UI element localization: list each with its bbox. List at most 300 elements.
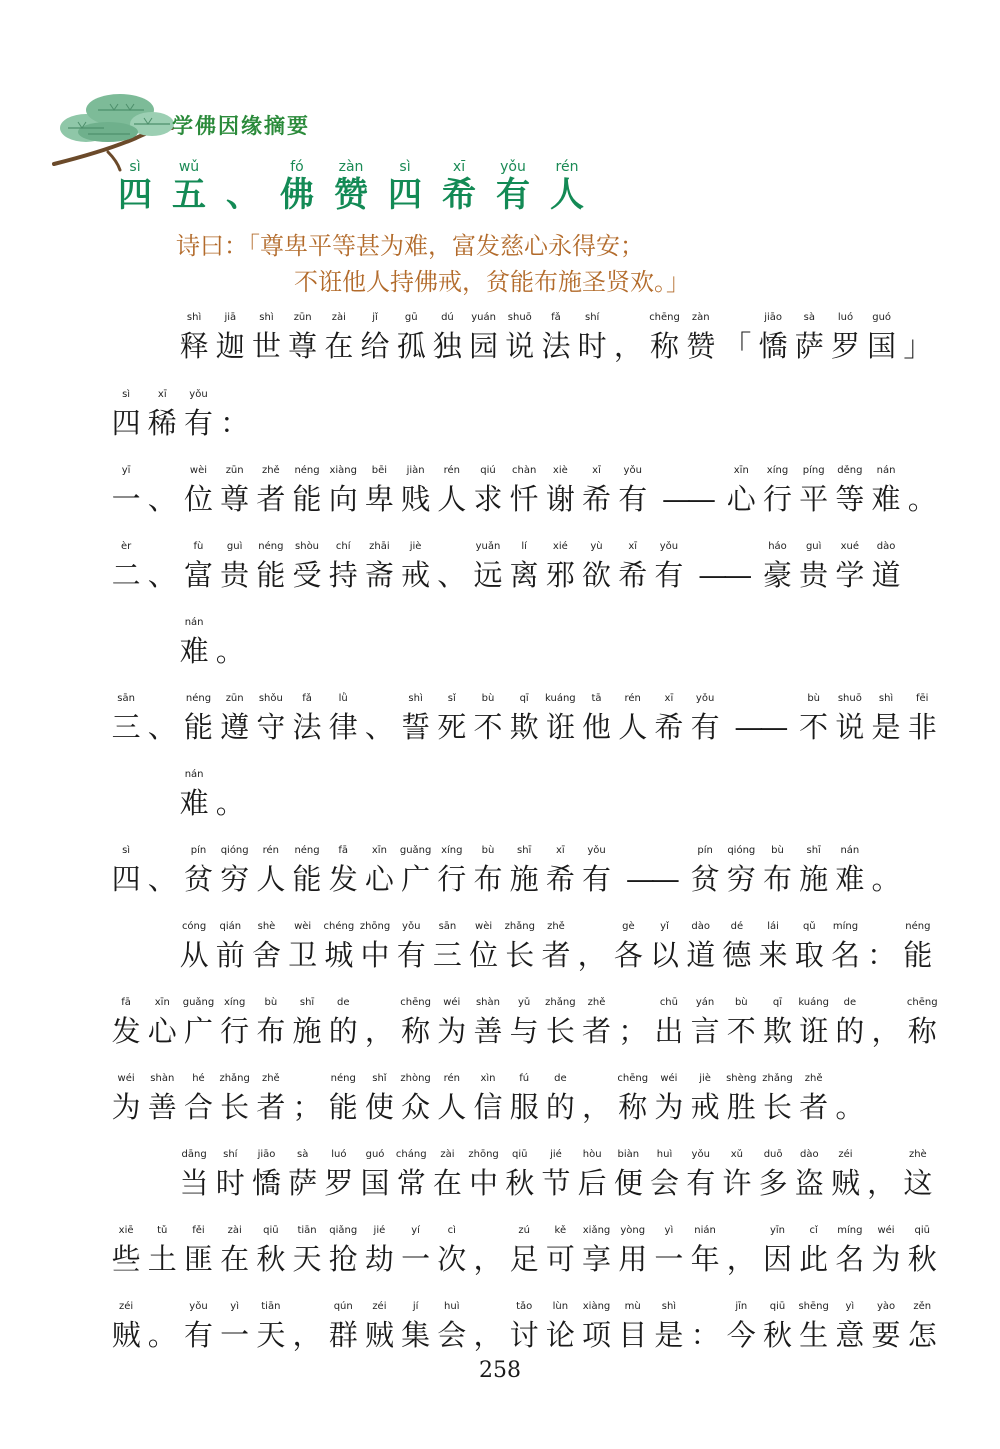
ruby-char (108, 160, 162, 215)
hanzi: 萨 (288, 1166, 318, 1200)
ruby-char (378, 160, 432, 215)
pinyin: xī (592, 465, 601, 476)
ruby-char (434, 691, 470, 748)
pinyin: nán (184, 617, 204, 628)
hanzi: 为 (871, 1242, 901, 1276)
body-line (176, 767, 248, 824)
ruby-char (900, 1147, 936, 1204)
hanzi: 」 (903, 329, 933, 363)
ruby-char (719, 310, 755, 367)
hanzi: 贼 (111, 1318, 141, 1352)
hanzi: 盗 (794, 1166, 824, 1200)
pinyin: bù (481, 845, 495, 856)
hanzi: 秋 (762, 1318, 792, 1352)
ruby-char (285, 1147, 321, 1204)
ruby-char (470, 463, 506, 520)
ruby-char (574, 1147, 610, 1204)
ruby-char (868, 843, 904, 900)
ruby-char (646, 1147, 682, 1204)
ruby-char (615, 463, 651, 520)
hanzi: 四 (388, 175, 422, 215)
ruby-char (832, 1299, 868, 1356)
pinyin: de (843, 997, 857, 1008)
ruby-char (176, 919, 212, 976)
hanzi: 匪 (183, 1242, 213, 1276)
ruby-char (180, 1071, 216, 1128)
pinyin: cǐ (809, 1225, 818, 1236)
pinyin: bù (771, 845, 784, 856)
hanzi: 罗 (830, 329, 860, 363)
pinyin: shuō (507, 312, 532, 323)
ruby-char (357, 1147, 393, 1204)
pinyin: biàn (617, 1149, 640, 1160)
hanzi: 善 (147, 1090, 177, 1124)
ruby-char (687, 1071, 723, 1128)
pinyin: zéi (372, 1301, 387, 1312)
hanzi: 法 (541, 329, 571, 363)
pinyin: jīn (735, 1301, 748, 1312)
pinyin: guó (365, 1149, 385, 1160)
hanzi: 持 (328, 558, 358, 592)
pinyin: xíng (441, 845, 463, 856)
pinyin: luó (837, 312, 854, 323)
hanzi: 有 (183, 406, 213, 440)
ruby-char (796, 1299, 832, 1356)
ruby-char (900, 310, 936, 367)
hanzi: 行 (220, 1014, 250, 1048)
pinyin: shì (408, 693, 423, 704)
pinyin: guǎng (399, 845, 432, 856)
hanzi: 怎 (907, 1318, 937, 1352)
ruby-char (615, 1299, 651, 1356)
ruby-char (502, 1147, 538, 1204)
ruby-char (398, 995, 434, 1052)
ruby-char (723, 691, 795, 748)
hanzi: 会 (437, 1318, 467, 1352)
pinyin: jiè (699, 1073, 711, 1084)
ruby-char (434, 1299, 470, 1356)
hanzi: 前 (215, 938, 245, 972)
hanzi: 次 (437, 1242, 467, 1276)
ruby-char (687, 843, 723, 900)
ruby-char (180, 539, 216, 596)
hanzi: 一 (654, 1242, 684, 1276)
hanzi: ： (220, 406, 250, 440)
hanzi: 、 (147, 482, 177, 516)
ruby-char (646, 919, 682, 976)
ruby-char (719, 919, 755, 976)
pinyin: jiā (224, 312, 237, 323)
pinyin: cóng (181, 921, 207, 932)
hanzi: 取 (794, 938, 824, 972)
pinyin: xué (840, 541, 860, 552)
hanzi: 佛 (280, 175, 314, 215)
hanzi: 贵 (220, 558, 250, 592)
body-line (108, 387, 253, 444)
pinyin: zhōng (468, 1149, 499, 1160)
ruby-char (470, 539, 506, 596)
pinyin: míng (837, 1225, 863, 1236)
pinyin: yuǎn (475, 541, 501, 552)
hanzi: 能 (292, 862, 322, 896)
pinyin: hé (192, 1073, 205, 1084)
hanzi: 豪 (762, 558, 792, 592)
hanzi: 三 (111, 710, 141, 744)
pinyin: xié (552, 541, 568, 552)
hanzi: 难 (835, 862, 865, 896)
hanzi: 一 (401, 1242, 431, 1276)
hanzi: 众 (401, 1090, 431, 1124)
hanzi: 四 (111, 862, 141, 896)
hanzi: 能 (292, 482, 322, 516)
hanzi: 贫 (690, 862, 720, 896)
ruby-char (683, 310, 719, 367)
ruby-char (248, 1147, 284, 1204)
ruby-char (253, 691, 289, 748)
hanzi: 五 (172, 175, 206, 215)
pinyin: fú (519, 1073, 530, 1084)
hanzi: 是 (871, 710, 901, 744)
hanzi: 节 (541, 1166, 571, 1200)
hanzi: 罗 (324, 1166, 354, 1200)
ruby-char (868, 691, 904, 748)
pinyin: zhòng (400, 1073, 431, 1084)
hanzi: 年 (690, 1242, 720, 1276)
hanzi: 人 (256, 862, 286, 896)
ruby-char (868, 539, 904, 596)
hanzi: 舍 (251, 938, 281, 972)
hanzi: 要 (871, 1318, 901, 1352)
hanzi: 能 (183, 710, 213, 744)
ruby-char (144, 1071, 180, 1128)
body-line (108, 463, 940, 520)
ruby-char (253, 843, 289, 900)
pinyin: zhǎng (219, 1073, 250, 1084)
ruby-char (216, 160, 270, 215)
hanzi: 人 (437, 1090, 467, 1124)
ruby-char (610, 310, 646, 367)
pinyin: shí (584, 312, 600, 323)
hanzi: 、 (437, 558, 467, 592)
ruby-char (144, 995, 180, 1052)
ruby-char (289, 1071, 325, 1128)
ruby-char (542, 1071, 578, 1128)
pinyin: cì (447, 1225, 456, 1236)
hanzi: 诳 (799, 1014, 829, 1048)
hanzi: 戒 (401, 558, 431, 592)
pinyin: qiǎng (329, 1225, 358, 1236)
pinyin: qiū (769, 1301, 786, 1312)
hanzi: 生 (799, 1318, 829, 1352)
hanzi: 服 (509, 1090, 539, 1124)
hanzi: 有 (690, 710, 720, 744)
pinyin: bù (734, 997, 748, 1008)
ruby-char (361, 539, 397, 596)
ruby-char (755, 310, 791, 367)
hanzi: 者 (582, 1014, 612, 1048)
ruby-char (217, 1299, 253, 1356)
ruby-char (393, 919, 429, 976)
pinyin: néng (258, 541, 284, 552)
hanzi: 。 (871, 862, 901, 896)
ruby-char (470, 1223, 506, 1280)
ruby-char (578, 843, 614, 900)
ruby-char (759, 843, 795, 900)
hanzi: 有 (618, 482, 648, 516)
ruby-char (904, 691, 940, 748)
ruby-char (176, 1147, 212, 1204)
ruby-char (144, 539, 180, 596)
pinyin: wéi (660, 1073, 678, 1084)
ruby-char (398, 1071, 434, 1128)
pinyin: zěn (913, 1301, 932, 1312)
ruby-char (615, 691, 651, 748)
hanzi: ， (582, 1090, 612, 1124)
pinyin: dāng (181, 1149, 207, 1160)
pinyin: yán (695, 997, 715, 1008)
ruby-char (324, 160, 378, 215)
pinyin: wèi (475, 921, 493, 932)
pinyin: zhě (547, 921, 565, 932)
pinyin: qiú (480, 465, 496, 476)
ruby-char (506, 539, 542, 596)
ruby-char (506, 843, 542, 900)
ruby-char (646, 310, 682, 367)
ruby-char (796, 539, 832, 596)
pinyin: fó (290, 159, 304, 175)
ruby-char (289, 691, 325, 748)
ruby-char (538, 1147, 574, 1204)
hanzi: 秋 (505, 1166, 535, 1200)
pinyin: yuán (471, 312, 496, 323)
ruby-char (432, 160, 486, 215)
pinyin: zài (331, 312, 346, 323)
ruby-char (217, 1223, 253, 1280)
ruby-char (723, 1071, 759, 1128)
hanzi: 者 (256, 482, 286, 516)
pinyin: yòng (620, 1225, 646, 1236)
hanzi: 天 (256, 1318, 286, 1352)
ruby-char (429, 310, 465, 367)
hanzi: 在 (220, 1242, 250, 1276)
pinyin: qǔ (802, 921, 816, 932)
ruby-char (325, 995, 361, 1052)
pinyin: yì (845, 1301, 855, 1312)
hanzi: 心 (147, 1014, 177, 1048)
ruby-char (832, 843, 868, 900)
pinyin: xíng (766, 465, 789, 476)
pinyin: qún (333, 1301, 353, 1312)
ruby-char (325, 1071, 361, 1128)
pinyin: sān (438, 921, 457, 932)
ruby-char (248, 919, 284, 976)
pinyin: shēng (798, 1301, 829, 1312)
body-line (108, 843, 904, 900)
hanzi: 不 (799, 710, 829, 744)
ruby-char (470, 843, 506, 900)
pinyin: dé (730, 921, 744, 932)
ruby-char (506, 1299, 542, 1356)
hanzi: 国 (360, 1166, 390, 1200)
ruby-char (398, 843, 434, 900)
hanzi: 诳 (545, 710, 575, 744)
ruby-char (470, 1071, 506, 1128)
ruby-char (108, 691, 144, 748)
hanzi: 一 (220, 1318, 250, 1352)
pinyin: tǔ (157, 1225, 168, 1236)
pinyin: shì (259, 312, 274, 323)
hanzi: 斋 (364, 558, 394, 592)
hanzi: 二 (111, 558, 141, 592)
hanzi: 这 (903, 1166, 933, 1200)
ruby-char (540, 160, 594, 215)
pinyin: zàn (691, 312, 710, 323)
hanzi: 信 (473, 1090, 503, 1124)
hanzi: 心 (364, 862, 394, 896)
ruby-char (687, 1299, 723, 1356)
hanzi: 向 (328, 482, 358, 516)
pinyin: qióng (220, 845, 249, 856)
pinyin: chēng (906, 997, 938, 1008)
pinyin: zhǎng (545, 997, 576, 1008)
ruby-char (144, 1223, 180, 1280)
ruby-char (791, 919, 827, 976)
ruby-char (285, 919, 321, 976)
hanzi: 尊 (288, 329, 318, 363)
hanzi: 便 (613, 1166, 643, 1200)
hanzi: 、 (226, 175, 260, 215)
pinyin: wéi (877, 1225, 895, 1236)
ruby-char (542, 463, 578, 520)
pinyin: xiè (552, 465, 568, 476)
ruby-char (864, 1147, 900, 1204)
ruby-char (321, 919, 357, 976)
hanzi: 他 (582, 710, 612, 744)
pinyin: jí (412, 1301, 419, 1312)
ruby-char (108, 1223, 144, 1280)
ruby-char (217, 995, 253, 1052)
hanzi: 有 (396, 938, 426, 972)
hanzi: 有 (496, 175, 530, 215)
ruby-char (398, 539, 434, 596)
ruby-char (180, 463, 216, 520)
pinyin: yí (411, 1225, 420, 1236)
hanzi: 。 (907, 482, 937, 516)
pinyin: yī (121, 465, 131, 476)
ruby-char (398, 691, 434, 748)
hanzi: 位 (183, 482, 213, 516)
ruby-char (108, 463, 144, 520)
hanzi: 些 (111, 1242, 141, 1276)
pinyin: zūn (225, 465, 244, 476)
hanzi: 。 (215, 634, 245, 668)
hanzi: 长 (220, 1090, 250, 1124)
hanzi: ， (613, 329, 643, 363)
hanzi: 抢 (328, 1242, 358, 1276)
ruby-char (578, 539, 614, 596)
hanzi: 希 (618, 558, 648, 592)
pinyin: shè (257, 921, 276, 932)
ruby-char (615, 539, 651, 596)
pinyin: xī (664, 693, 674, 704)
hanzi: 行 (762, 482, 792, 516)
hanzi: 时 (577, 329, 607, 363)
hanzi: 四 (118, 175, 152, 215)
pinyin: nán (184, 769, 204, 780)
poem-line-2: 不诳他人持佛戒，贫能布施圣贤欢。」 (294, 268, 690, 296)
hanzi: 中 (360, 938, 390, 972)
pinyin: shī (806, 845, 821, 856)
pinyin: qī (519, 693, 529, 704)
hanzi: 国 (867, 329, 897, 363)
pinyin: shǐ (372, 1073, 387, 1084)
ruby-char (285, 310, 321, 367)
ruby-char (180, 387, 216, 444)
hanzi: 各 (613, 938, 643, 972)
ruby-char (470, 691, 506, 748)
pinyin: yǒu (691, 1149, 710, 1160)
hanzi: 多 (758, 1166, 788, 1200)
hanzi: 赞 (334, 175, 368, 215)
hanzi: 等 (835, 482, 865, 516)
hanzi: 、 (147, 710, 177, 744)
hanzi: 目 (618, 1318, 648, 1352)
hanzi: 讨 (509, 1318, 539, 1352)
hanzi: 的 (545, 1090, 575, 1124)
pinyin: sì (122, 845, 131, 856)
hanzi: ， (726, 1242, 756, 1276)
ruby-char (361, 995, 397, 1052)
pinyin: lǜ (338, 693, 348, 704)
ruby-char (759, 539, 795, 596)
hanzi: ， (473, 1318, 503, 1352)
hanzi: 非 (907, 710, 937, 744)
pinyin: zài (440, 1149, 455, 1160)
hanzi: ， (867, 1166, 897, 1200)
hanzi: 离 (509, 558, 539, 592)
ruby-char (615, 843, 687, 900)
ruby-char (578, 995, 614, 1052)
ruby-char (217, 691, 253, 748)
ruby-char (683, 1147, 719, 1204)
pinyin: jié (550, 1149, 562, 1160)
pinyin: lái (767, 921, 779, 932)
hanzi: 此 (799, 1242, 829, 1276)
hanzi: 受 (292, 558, 322, 592)
hanzi: 来 (758, 938, 788, 972)
ruby-char (832, 691, 868, 748)
pinyin: qī (772, 997, 783, 1008)
pinyin: jié (373, 1225, 386, 1236)
pinyin: de (554, 1073, 567, 1084)
pinyin: chàn (512, 465, 537, 476)
hanzi: 称 (618, 1090, 648, 1124)
hanzi: 穷 (726, 862, 756, 896)
hanzi: 布 (762, 862, 792, 896)
pinyin: yì (230, 1301, 239, 1312)
pinyin: yǒu (189, 1301, 208, 1312)
body-line (108, 1071, 868, 1128)
hanzi: 卫 (288, 938, 318, 972)
hanzi: 贼 (364, 1318, 394, 1352)
ruby-char (321, 310, 357, 367)
hanzi: 憍 (758, 329, 788, 363)
ruby-char (253, 463, 289, 520)
ruby-char (502, 310, 538, 367)
ruby-char (578, 1299, 614, 1356)
ruby-char (723, 995, 759, 1052)
hanzi: 群 (328, 1318, 358, 1352)
